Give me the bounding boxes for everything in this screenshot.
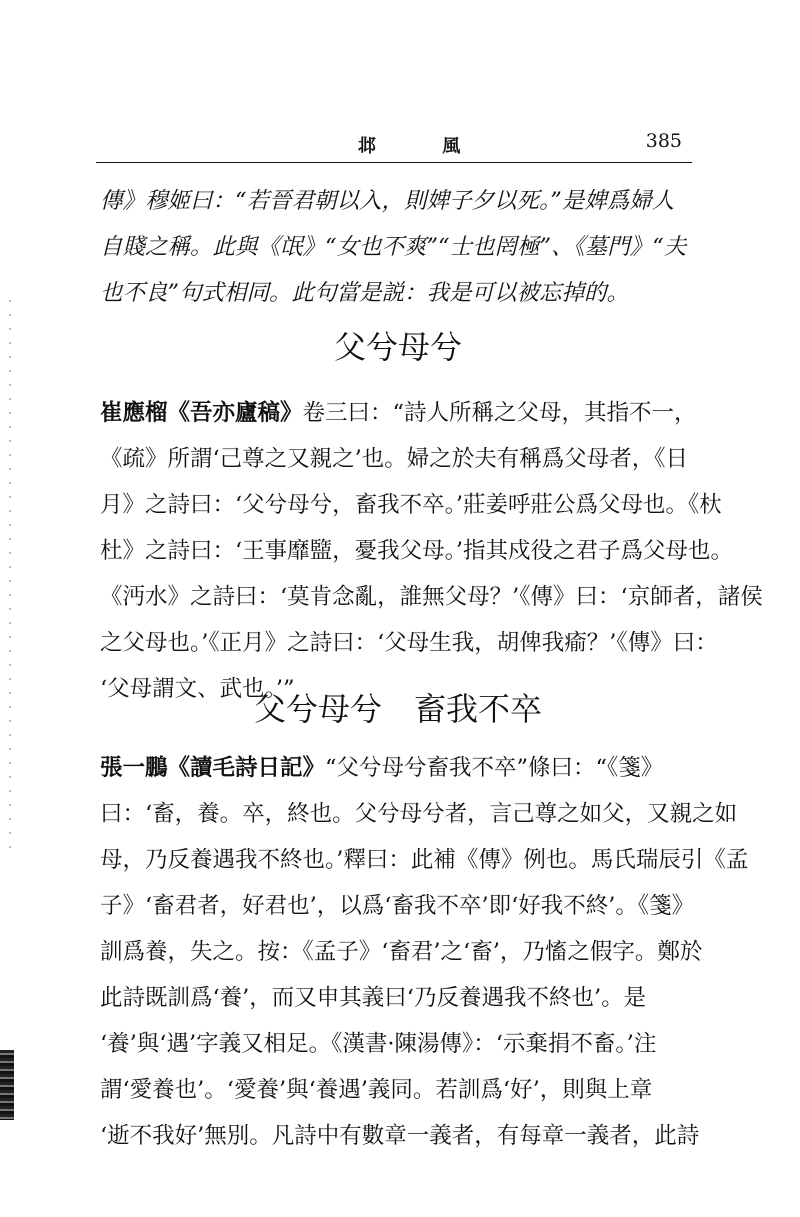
text-line: 也不良”句式相同。此句當是説：我是可以被忘掉的。: [100, 280, 630, 306]
text-line: 之父母也。’《正月》之詩曰：‘父母生我，胡俾我瘉？’《傳》曰：: [100, 630, 718, 656]
text-run: “父兮母兮畜我不卒”條曰：“《箋》: [325, 755, 664, 781]
text-line: 《疏》所謂‘己尊之又親之’也。婦之於夫有稱爲父母者，《日: [100, 446, 689, 472]
text-line: [100, 745, 696, 791]
header-rule: [96, 162, 692, 163]
running-title: 邶 風: [358, 136, 491, 157]
scan-margin-marks: [9, 300, 11, 860]
running-header: [96, 128, 690, 162]
scan-edge-artifact: [0, 1050, 14, 1120]
text-line: 傳》穆姬曰：“若晉君朝以入，則婢子夕以死。”是婢爲婦人: [100, 188, 675, 214]
text-line: 月》之詩曰：‘父兮母兮，畜我不卒。’莊姜呼莊公爲父母也。《杕: [100, 492, 722, 518]
text-line: 母，乃反養遇我不終也。’釋曰：此補《傳》例也。馬氏瑞辰引《孟: [100, 847, 749, 873]
text-line: 自賤之稱。此與《氓》“女也不爽”“士也罔極”、《墓門》“夫: [100, 234, 687, 260]
page-number: 385: [645, 130, 682, 152]
paragraph-continuation: [100, 178, 696, 316]
text-line: ‘養’與‘遇’字義又相足。《漢書·陳湯傳》：‘示棄捐不畜。’注: [100, 1031, 657, 1057]
section-heading-1: 父兮母兮: [333, 328, 462, 366]
text-line: 訓爲養，失之。按：《孟子》‘畜君’之‘畜’，乃慉之假字。鄭於: [100, 939, 703, 965]
text-line: 此詩既訓爲‘養’，而又申其義曰‘乃反養遇我不終也’。是: [100, 985, 647, 1011]
citation-lead: 張一鵬《讀毛詩日記》: [100, 755, 326, 781]
text-run: 卷三曰：“詩人所稱之父母，其指不一，: [302, 400, 697, 426]
paragraph-cui-yingliu: [100, 390, 763, 712]
text-line: ‘父母謂文、武也。’”: [100, 676, 295, 702]
text-line: 《沔水》之詩曰：‘莫肯念亂，誰無父母？’《傳》曰：‘京師者，諸侯: [100, 584, 763, 610]
text-line: [100, 390, 696, 436]
citation-lead: 崔應榴《吾亦廬稿》: [100, 400, 303, 426]
text-line: 謂‘愛養也’。‘愛養’與‘養遇’義同。若訓爲‘好’，則與上章: [100, 1077, 653, 1103]
section-heading-2: 父兮母兮 畜我不卒: [253, 690, 542, 728]
paragraph-zhang-yipeng: [100, 745, 749, 1159]
text-line: 杜》之詩曰：‘王事靡盬，憂我父母。’指其戍役之君子爲父母也。: [100, 538, 734, 564]
text-line: 子》‘畜君者，好君也’，以爲‘畜我不卒’即‘好我不終’。《箋》: [100, 893, 695, 919]
text-line: 曰：‘畜，養。卒，終也。父兮母兮者，言己尊之如父，又親之如: [100, 801, 738, 827]
text-line: ‘逝不我好’無別。凡詩中有數章一義者，有每章一義者，此詩: [100, 1123, 700, 1149]
